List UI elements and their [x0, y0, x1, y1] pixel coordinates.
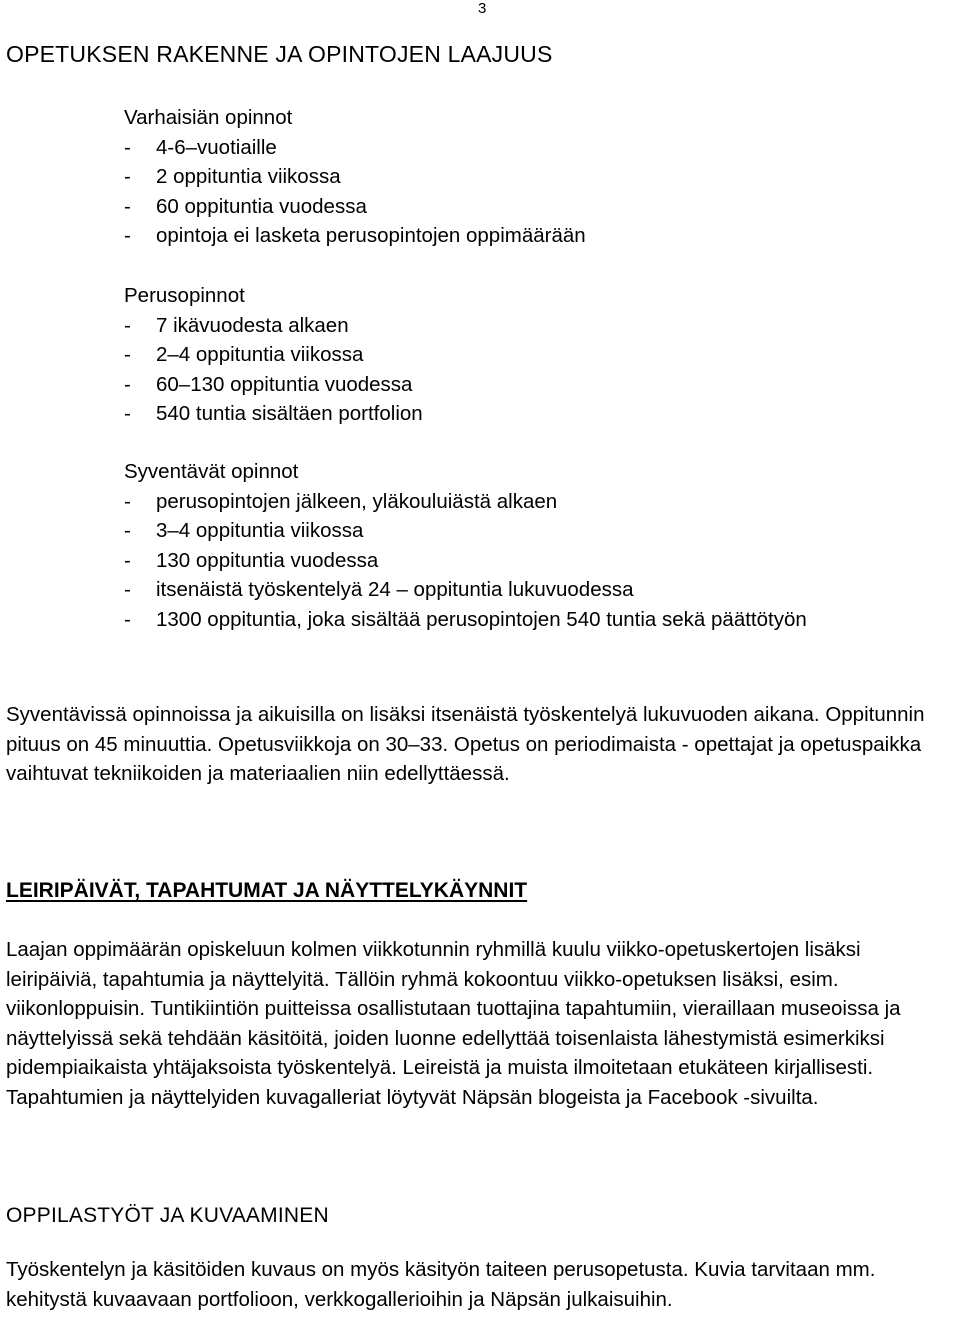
list-item: - 1300 oppituntia, joka sisältää perusopintojen 540 tuntia sekä päättötyön [124, 607, 807, 631]
paragraph-advanced-notes: Syventävissä opinnoissa ja aikuisilla on lisäksi itsenäistä työskentelyä lukuvuoden aikana. Oppitunnin pituus on 45 minuuttia. Opetusviikkoja on 30–33. Opetus on periodimaista - opettajat ja opetuspaikka vaihtuvat tekniikoiden ja materiaalien niin edellyttäessä. [6, 703, 925, 785]
list-item: - 60 oppituntia vuodessa [124, 194, 367, 218]
list-item: - 7 ikävuodesta alkaen [124, 313, 349, 337]
section-title-structure: OPETUKSEN RAKENNE JA OPINTOJEN LAAJUUS [6, 41, 553, 67]
list-item: - 60–130 oppituntia vuodessa [124, 372, 413, 396]
list-item: - opintoja ei lasketa perusopintojen oppimäärään [124, 224, 586, 247]
list-item: - perusopintojen jälkeen, yläkouluiästä alkaen [124, 489, 558, 513]
section-title-camps: LEIRIPÄIVÄT, TAPAHTUMAT JA NÄYTTELYKÄYNNIT [6, 879, 528, 902]
group-basic-studies [124, 281, 423, 429]
paragraph-student-works: Työskentelyn ja käsitöiden kuvaus on myös käsityön taiteen perusopetusta. Kuvia tarvitaan mm. kehitystä kuvaavaan portfolioon, verkkogallerioihin ja Näpsän julkaisuihin. [6, 1258, 876, 1311]
list-item: - itsenäistä työskentelyä 24 – oppituntia lukuvuodessa [124, 578, 634, 601]
list-item: - 4-6–vuotiaille [124, 135, 277, 159]
section-title-student-works: OPPILASTYÖT JA KUVAAMINEN [6, 1204, 329, 1227]
list-item: - 3–4 oppituntia viikossa [124, 519, 364, 542]
list-item: - 540 tuntia sisältäen portfolion [124, 402, 423, 425]
group-early-studies [124, 103, 586, 251]
group-heading: Syventävät opinnot [124, 460, 299, 483]
group-advanced-studies [124, 457, 924, 634]
paragraph-camps: Laajan oppimäärän opiskeluun kolmen viikkotunnin ryhmillä kuulu viikko-opetuskertojen lisäksi leiripäiviä, tapahtumia ja näyttelyitä. Tällöin ryhmä kokoontuu viikko-opetuksen lisäksi, esim. viikonloppuisin. Tuntikiintiön puitteissa osallistutaan tuottajina tapahtumiin, vieraillaan museoissa ja näyttelyissä sekä tehdään käsitöitä, joiden luonne edellyttää toisenlaista lähestymistä esimerkiksi pidempiaikaista yhtäjaksoista työskentelyä. Leireistä ja muista ilmoitetaan etukäteen kirjallisesti. Tapahtumien ja näyttelyiden kuvagalleriat löytyvät Näpsän blogeista ja Facebook -sivuilta. [6, 938, 901, 1109]
list-item: - 2 oppituntia viikossa [124, 165, 341, 188]
list-item: - 2–4 oppituntia viikossa [124, 343, 364, 366]
group-heading: Perusopinnot [124, 284, 245, 307]
list-item: - 130 oppituntia vuodessa [124, 548, 379, 572]
group-heading: Varhaisiän opinnot [124, 106, 293, 129]
page-number: 3 [478, 0, 487, 17]
